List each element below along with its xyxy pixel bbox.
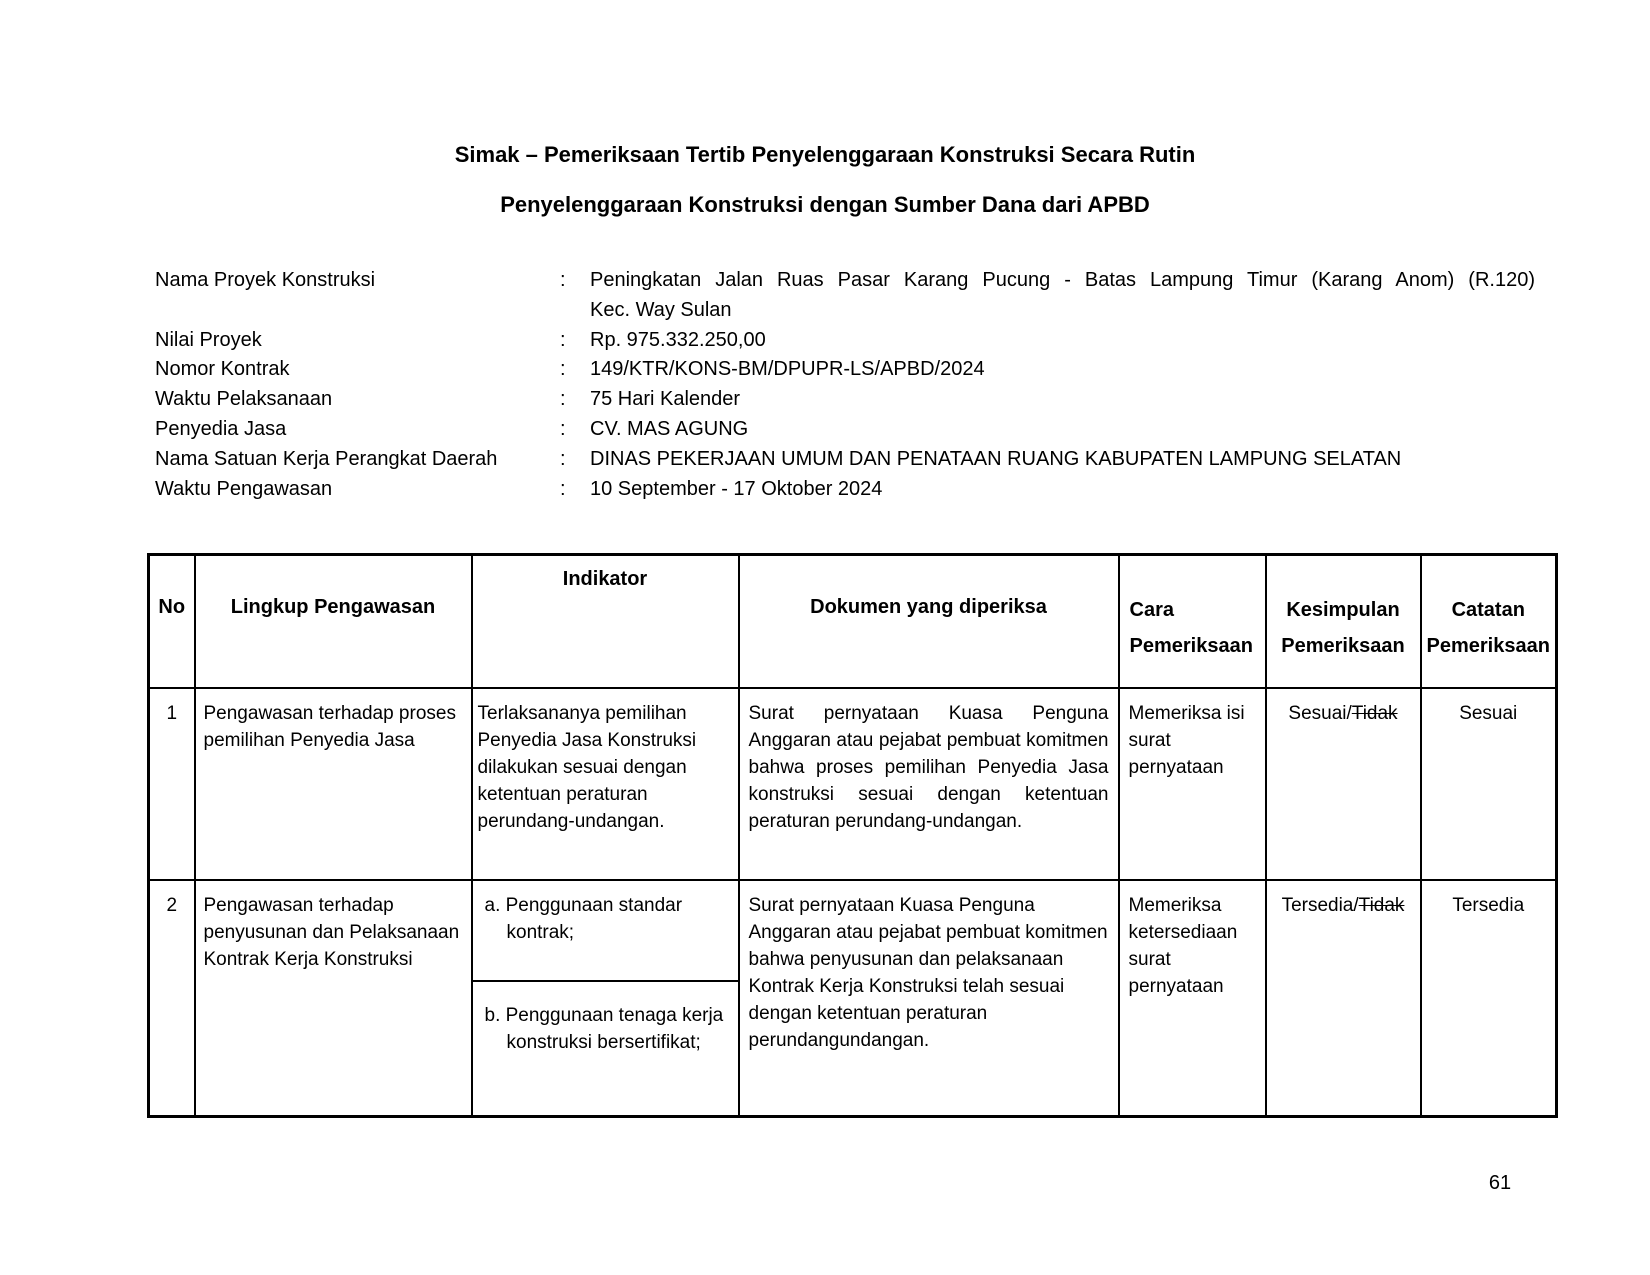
cell-cara-pemeriksaan: Memeriksa ketersediaan surat pernyataan (1119, 880, 1266, 1117)
info-colon: : (560, 447, 566, 470)
info-row-waktu-pengawasan (155, 475, 1535, 505)
info-colon: : (560, 328, 566, 351)
cell-kesimpulan-pemeriksaan (1266, 688, 1421, 880)
indikator-item-b (473, 982, 738, 1056)
info-value-line: Kec. Way Sulan (590, 298, 732, 321)
cell-lingkup-pengawasan: Pengawasan terhadap penyusunan dan Pelaksanaan Kontrak Kerja Konstruksi (195, 880, 472, 1117)
info-label: Nomor Kontrak (155, 358, 290, 381)
info-value: 10 September - 17 Oktober 2024 (590, 477, 883, 500)
cell-no: 1 (149, 688, 195, 880)
info-value: DINAS PEKERJAAN UMUM DAN PENATAAN RUANG KABUPATEN LAMPUNG SELATAN (590, 447, 1402, 470)
cell-dokumen-diperiksa: Surat pernyataan Kuasa Penguna Anggaran atau pejabat pembuat komitmen bahwa proses pemilihan Penyedia Jasa konstruksi sesuai dengan ketentuan peraturan perundang-undangan. (739, 688, 1119, 880)
info-label: Nama Satuan Kerja Perangkat Daerah (155, 447, 498, 470)
info-value (590, 266, 1535, 326)
header-dokumen-diperiksa: Dokumen yang diperiksa (739, 555, 1119, 688)
cell-cara-pemeriksaan: Memeriksa isi surat pernyataan (1119, 688, 1266, 880)
cell-no: 2 (149, 880, 195, 1117)
info-value-line: Peningkatan Jalan Ruas Pasar Karang Pucung - Batas Lampung Timur (Karang Anom) (R.120) (590, 269, 1535, 291)
info-row-nilai-proyek (155, 326, 1535, 356)
info-value: CV. MAS AGUNG (590, 417, 749, 440)
header-no: No (149, 555, 195, 688)
info-value: 149/KTR/KONS-BM/DPUPR-LS/APBD/2024 (590, 358, 985, 381)
cell-indikator (472, 880, 739, 1117)
indikator-item-text: b. Penggunaan tenaga kerja konstruksi bersertifikat; (484, 1004, 724, 1053)
kesimpulan-option-kept: Tersedia/ (1281, 894, 1359, 916)
inspection-table (147, 553, 1558, 1118)
page-number: 61 (1488, 1172, 1512, 1194)
info-label: Nilai Proyek (155, 328, 262, 351)
info-row-waktu-pelaksanaan (155, 385, 1535, 415)
indikator-item-a (473, 881, 738, 982)
table-row (149, 688, 1557, 880)
cell-kesimpulan-pemeriksaan (1266, 880, 1421, 1117)
info-label: Waktu Pengawasan (155, 477, 333, 500)
info-label: Nama Proyek Konstruksi (155, 269, 376, 291)
info-label: Penyedia Jasa (155, 417, 287, 440)
header-cara-pemeriksaan: Cara Pemeriksaan (1119, 555, 1266, 688)
header-catatan-pemeriksaan: Catatan Pemeriksaan (1421, 555, 1557, 688)
cell-lingkup-pengawasan: Pengawasan terhadap proses pemilihan Penyedia Jasa (195, 688, 472, 880)
info-colon: : (560, 417, 566, 440)
indikator-item-text: a. Penggunaan standar kontrak; (484, 894, 683, 943)
info-value: 75 Hari Kalender (590, 388, 741, 411)
info-colon: : (560, 388, 566, 411)
header-indikator: Indikator (472, 555, 739, 688)
cell-catatan-pemeriksaan: Tersedia (1421, 880, 1557, 1117)
kesimpulan-option-struck: Tidak (1358, 894, 1405, 916)
kesimpulan-option-struck: Tidak (1351, 702, 1398, 724)
document-title-line1: Simak – Pemeriksaan Tertib Penyelenggaraan Konstruksi Secara Rutin (454, 142, 1196, 167)
info-label: Waktu Pelaksanaan (155, 388, 333, 411)
info-colon: : (560, 477, 566, 500)
info-row-nomor-kontrak (155, 355, 1535, 385)
cell-catatan-pemeriksaan: Sesuai (1421, 688, 1557, 880)
info-row-penyedia-jasa (155, 415, 1535, 445)
header-kesimpulan-pemeriksaan: Kesimpulan Pemeriksaan (1266, 555, 1421, 688)
kesimpulan-option-kept: Sesuai/ (1288, 702, 1352, 724)
info-colon: : (560, 358, 566, 381)
table-header-row (149, 555, 1557, 688)
info-colon: : (560, 269, 566, 291)
info-value: Rp. 975.332.250,00 (590, 328, 766, 351)
table-row (149, 880, 1557, 1117)
cell-dokumen-diperiksa: Surat pernyataan Kuasa Penguna Anggaran atau pejabat pembuat komitmen bahwa penyusunan dan pelaksanaan Kontrak Kerja Konstruksi telah sesuai dengan ketentuan peraturan perundangundangan. (739, 880, 1119, 1117)
info-row-satuan-kerja (155, 445, 1535, 475)
header-lingkup-pengawasan: Lingkup Pengawasan (195, 555, 472, 688)
document-title-line2: Penyelenggaraan Konstruksi dengan Sumber Dana dari APBD (500, 192, 1150, 217)
project-info-block (155, 266, 1535, 504)
cell-indikator: Terlaksananya pemilihan Penyedia Jasa Konstruksi dilakukan sesuai dengan ketentuan peraturan perundang-undangan. (472, 688, 739, 880)
info-row-nama-proyek (155, 266, 1535, 326)
